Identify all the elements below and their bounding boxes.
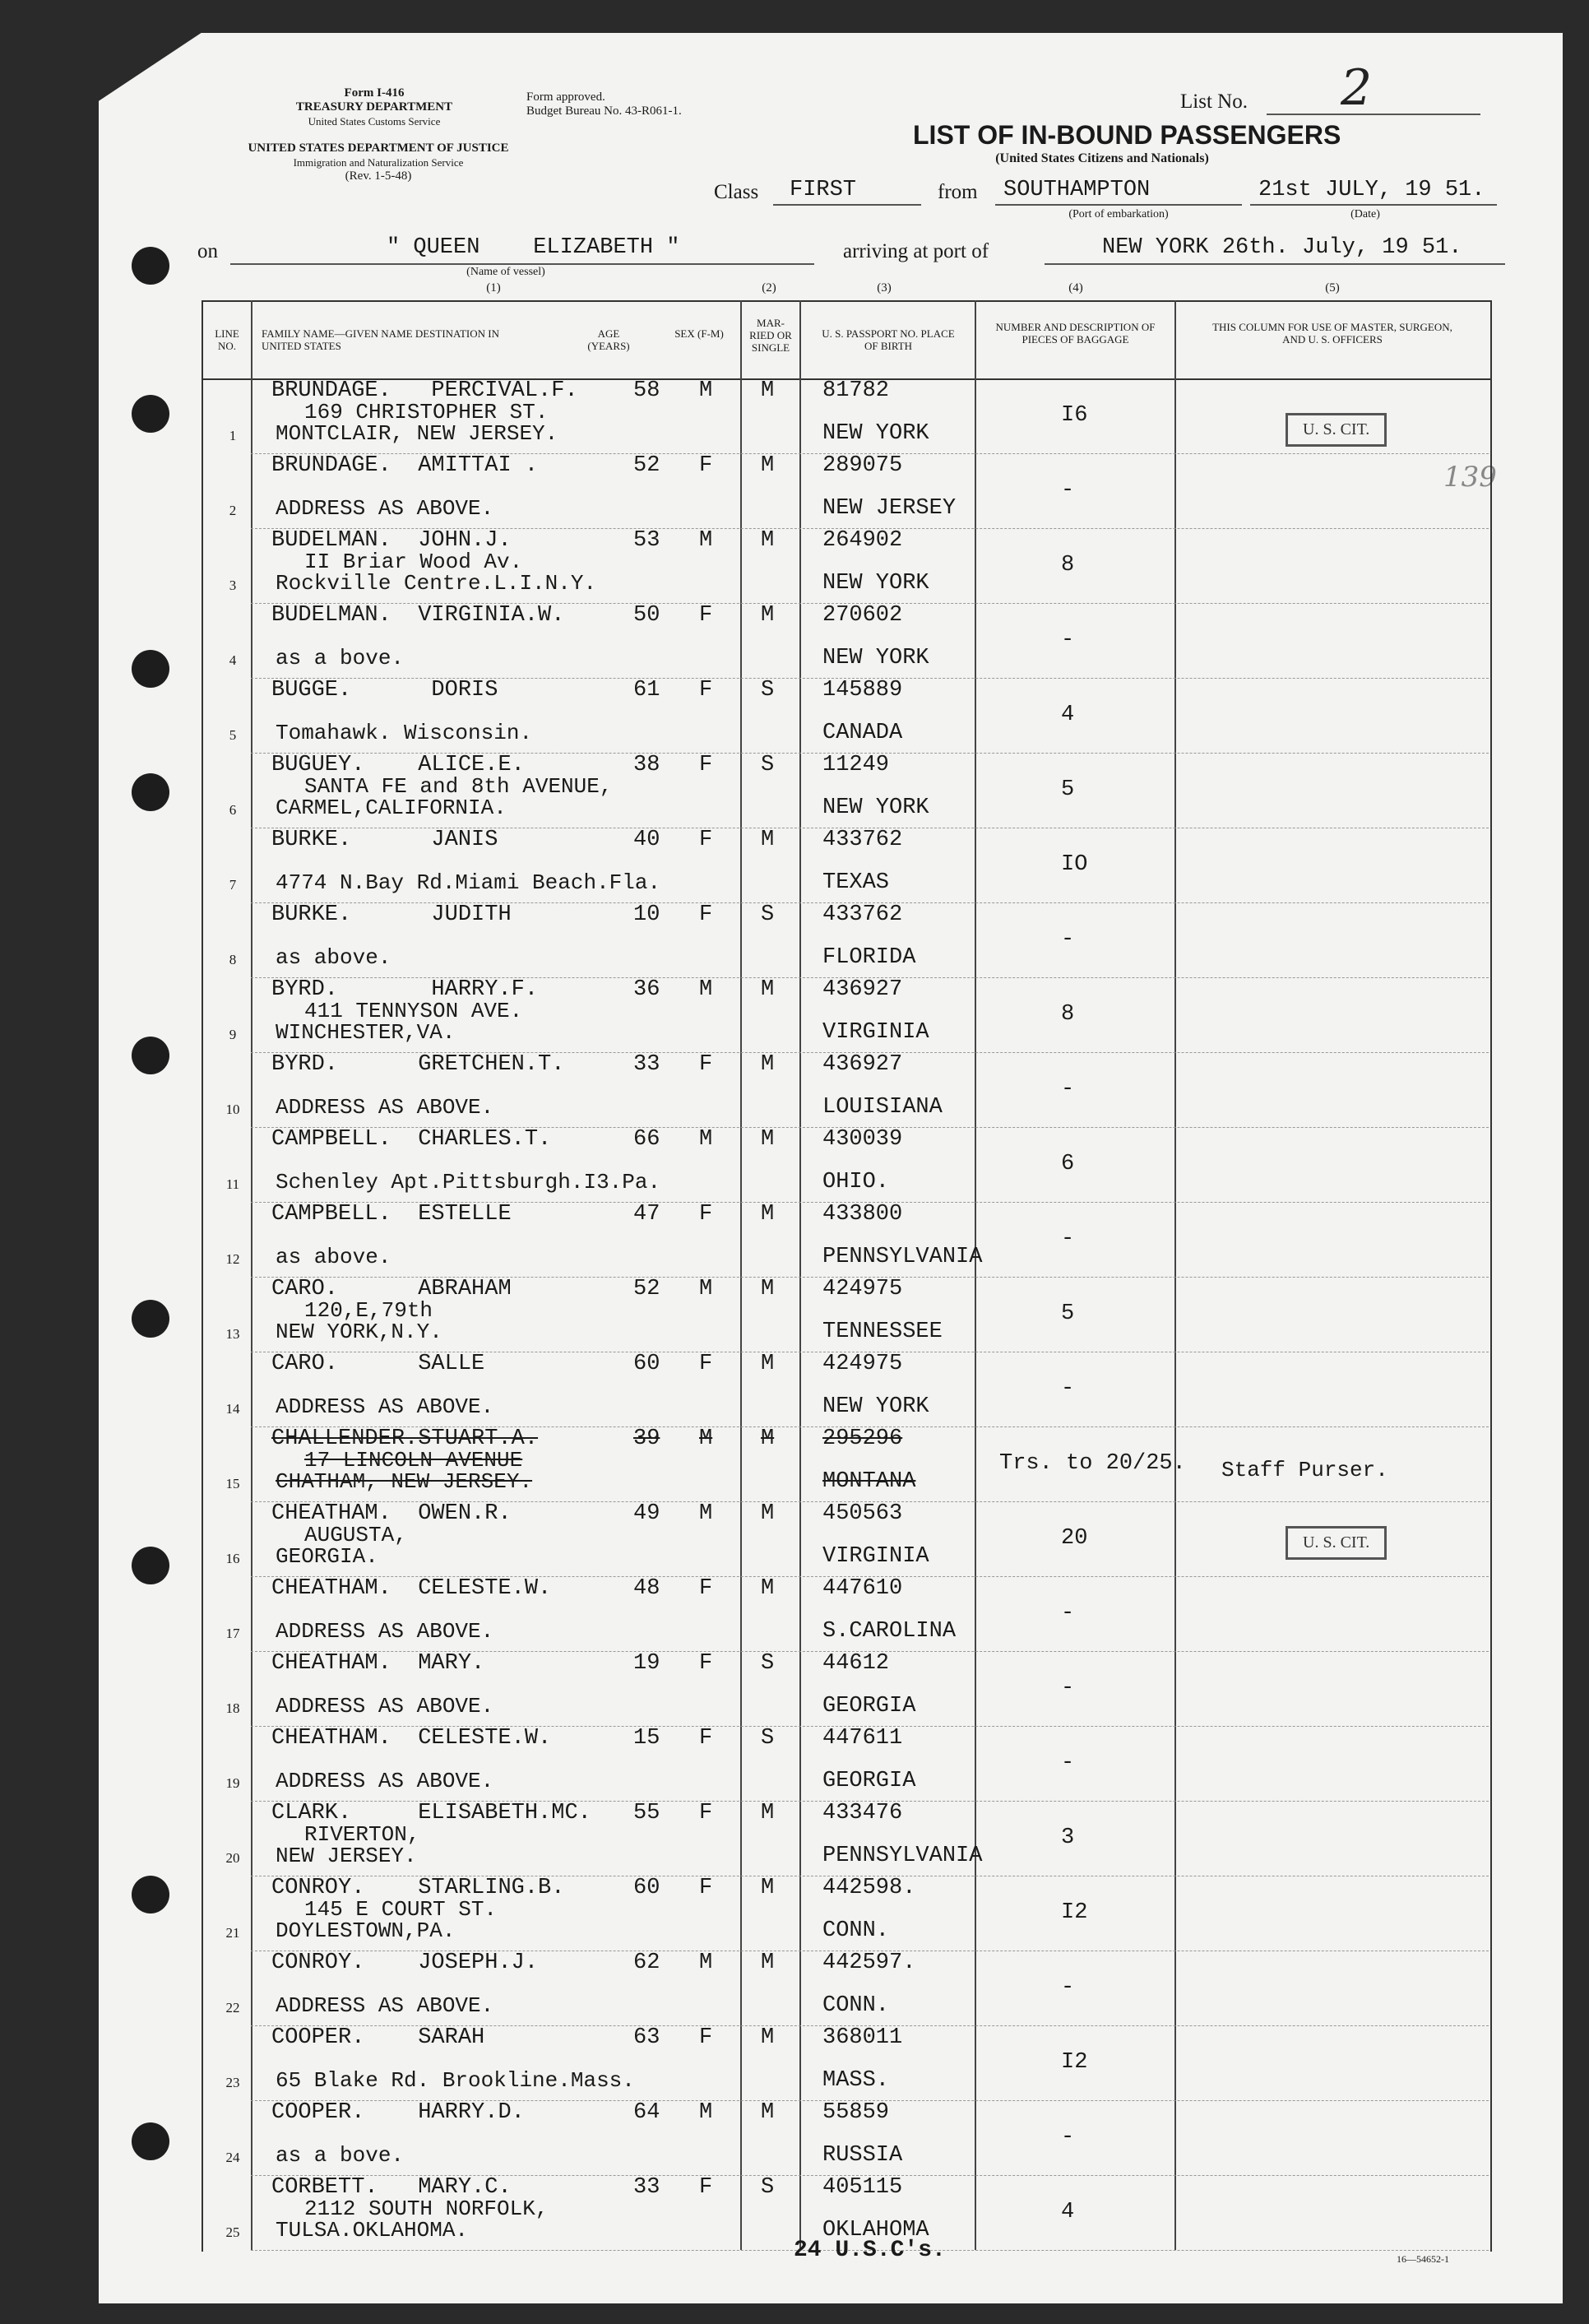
age: 52 [633,453,660,478]
place-of-birth: RUSSIA [822,2143,903,2168]
passenger-name: BRUNDAGE. PERCIVAL.F. [271,378,578,403]
list-no-line [1267,114,1480,115]
from-label: from [938,181,978,203]
marital-status: S [761,1651,775,1676]
baggage-count: I2 [1061,1900,1088,1925]
passenger-name: CHEATHAM. MARY. [271,1651,485,1676]
passenger-name: CHEATHAM. CELESTE.W. [271,1726,552,1751]
margin-note-139: 139 [1443,461,1497,494]
address-line-2: 65 Blake Rd. Brookline.Mass. [276,2068,635,2093]
sex: F [699,1202,713,1227]
sex: M [699,528,713,553]
marital-status: S [761,902,775,927]
place-of-birth: OKLAHOMA [822,2218,929,2243]
line-number: 6 [229,802,237,818]
place-of-birth: OHIO. [822,1170,890,1194]
baggage-count: - [1061,927,1075,952]
marital-status: S [761,1726,775,1751]
address-line-2: as a bove. [276,2143,405,2168]
passport-number: 289075 [822,453,903,478]
address-line-1: SANTA FE and 8th AVENUE, [304,774,613,799]
passenger-name: CHEATHAM. CELESTE.W. [271,1576,552,1601]
sex: F [699,1052,713,1077]
address-line-2: NEW JERSEY. [276,1844,417,1868]
passenger-name: BYRD. GRETCHEN.T. [271,1052,565,1077]
passport-number: 442597. [822,1951,916,1975]
baggage-count: - [1061,1376,1075,1401]
us-citizen-stamp: U. S. CIT. [1286,1526,1387,1560]
line-number: 20 [225,1850,240,1866]
address-line-2: as a bove. [276,646,405,670]
form-approved: Form approved. [526,90,605,104]
marital-status: M [761,1426,775,1451]
address-line-2: as above. [276,945,391,970]
sex: M [699,1127,713,1152]
passport-number: 436927 [822,977,903,1002]
marital-status: M [761,1052,775,1077]
age: 52 [633,1277,660,1301]
address-line-1: 145 E COURT ST. [304,1897,498,1922]
sex: M [699,1277,713,1301]
baggage-count: - [1061,628,1075,652]
passenger-name: BUGUEY. ALICE.E. [271,753,525,777]
sex: F [699,603,713,628]
age: 15 [633,1726,660,1751]
passport-number: 447610 [822,1576,903,1601]
passport-number: 450563 [822,1501,903,1526]
sex: M [699,977,713,1002]
address-line-2: CARMEL,CALIFORNIA. [276,796,507,820]
passport-number: 145889 [822,678,903,703]
marital-status: M [761,1127,775,1152]
col-sep-married [799,300,801,2250]
age: 40 [633,828,660,852]
header-line-no: LINE NO. [215,327,239,352]
line-number: 1 [229,428,237,443]
treasury-dept: TREASURY DEPARTMENT [295,100,453,114]
punch-hole [132,1876,169,1913]
header-married: MAR-RIED OR SINGLE [749,317,792,354]
age: 19 [633,1651,660,1676]
line-number: 7 [229,877,237,893]
passenger-name: BUGGE. DORIS [271,678,498,703]
justice-dept: UNITED STATES DEPARTMENT OF JUSTICE [248,141,509,155]
address-line-1: RIVERTON, [304,1822,420,1847]
passport-number: 430039 [822,1127,903,1152]
address-line-1: II Briar Wood Av. [304,550,523,574]
marital-status: M [761,603,775,628]
col-num-2: (2) [762,281,776,295]
passenger-name: BUDELMAN. VIRGINIA.W. [271,603,565,628]
place-of-birth: GEORGIA [822,1694,916,1719]
sex: M [699,1951,713,1975]
passport-number: 55859 [822,2100,890,2125]
place-of-birth: NEW YORK [822,796,929,820]
passport-number: 447611 [822,1726,903,1751]
place-of-birth: TEXAS [822,870,890,895]
address-line-2: ADDRESS AS ABOVE. [276,496,494,521]
marital-status: M [761,528,775,553]
punch-hole [132,1037,169,1074]
line-number: 11 [225,1176,240,1192]
us-citizen-stamp: U. S. CIT. [1286,413,1387,447]
sex: F [699,1651,713,1676]
line-number: 8 [229,952,237,967]
passport-number: 264902 [822,528,903,553]
marital-status: M [761,1801,775,1825]
line-number: 12 [225,1251,240,1267]
col-num-1: (1) [486,281,501,295]
passenger-name: CAMPBELL. CHARLES.T. [271,1127,552,1152]
col-num-3: (3) [877,281,892,295]
list-no-label: List No. [1180,90,1248,113]
place-of-birth: MASS. [822,2068,890,2093]
class-value: FIRST [790,178,857,202]
address-line-2: Rockville Centre.L.I.N.Y. [276,571,597,596]
age: 58 [633,378,660,403]
marital-status: M [761,1202,775,1227]
address-line-2: DOYLESTOWN,PA. [276,1918,456,1943]
place-of-birth: MONTANA [822,1469,916,1494]
col-num-4: (4) [1068,281,1083,295]
passport-number: 433800 [822,1202,903,1227]
marital-status: M [761,378,775,403]
place-of-birth: NEW YORK [822,1394,929,1419]
passenger-name: BRUNDAGE. AMITTAI . [271,453,539,478]
baggage-count: I2 [1061,2050,1088,2075]
passport-number: 433762 [822,902,903,927]
baggage-count: 4 [1061,2200,1075,2224]
passport-number: 44612 [822,1651,890,1676]
age: 53 [633,528,660,553]
line-number: 14 [225,1401,240,1417]
arrival-line [1045,263,1505,265]
place-of-birth: NEW JERSEY [822,496,957,521]
line-number: 15 [225,1476,240,1491]
place-of-birth: LOUISIANA [822,1095,943,1120]
marital-status: M [761,1576,775,1601]
sex: M [699,2100,713,2125]
baggage-count: 20 [1061,1526,1088,1551]
place-of-birth: PENNSYLVANIA [822,1844,983,1868]
col-num-5: (5) [1325,281,1340,295]
place-of-birth: PENNSYLVANIA [822,1245,983,1269]
passenger-name: BUDELMAN. JOHN.J. [271,528,512,553]
class-line [773,204,921,206]
header-officers: THIS COLUMN FOR USE OF MASTER, SURGEON, AND U. S. OFFICERS [1212,321,1452,346]
age: 36 [633,977,660,1002]
age: 61 [633,678,660,703]
punch-hole [132,773,169,811]
passenger-name: CHALLENDER.STUART.A. [271,1426,539,1451]
sex: F [699,753,713,777]
place-of-birth: VIRGINIA [822,1544,929,1569]
form-code: 16—54652-1 [1397,2253,1449,2265]
baggage-count: IO [1061,852,1088,877]
baggage-count: - [1061,1676,1075,1700]
address-line-2: ADDRESS AS ABOVE. [276,1769,494,1793]
place-of-birth: NEW YORK [822,421,929,446]
passport-number: 433762 [822,828,903,852]
date-caption: (Date) [1350,208,1380,220]
passenger-name: BYRD. HARRY.F. [271,977,539,1002]
punch-hole [132,1300,169,1338]
line-number: 23 [225,2075,240,2090]
baggage-count: 5 [1061,777,1075,802]
passport-number: 405115 [822,2175,903,2200]
passport-number: 368011 [822,2025,903,2050]
address-line-2: NEW YORK,N.Y. [276,1320,442,1344]
place-of-birth: CONN. [822,1993,890,2018]
line-number: 2 [229,503,237,518]
passenger-name: BURKE. JANIS [271,828,498,852]
baggage-count: 8 [1061,1002,1075,1027]
total-citizens: 24 U.S.C's. [794,2238,946,2263]
date-value: 21st JULY, 19 51. [1258,178,1485,202]
passenger-name: CAMPBELL. ESTELLE [271,1202,512,1227]
line-number: 18 [225,1700,240,1716]
baggage-count: 3 [1061,1825,1075,1850]
sex: F [699,2025,713,2050]
passenger-name: CLARK. ELISABETH.MC. [271,1801,591,1825]
line-number: 25 [225,2224,240,2240]
sex: F [699,828,713,852]
line-number: 3 [229,578,237,593]
port-caption: (Port of embarkation) [1068,208,1169,220]
age: 48 [633,1576,660,1601]
vessel-value: " QUEEN ELIZABETH " [387,235,680,260]
line-number: 22 [225,2000,240,2016]
passport-number: 81782 [822,378,890,403]
address-line-2: CHATHAM, NEW JERSEY. [276,1469,533,1494]
address-line-2: ADDRESS AS ABOVE. [276,1394,494,1419]
sex: F [699,678,713,703]
marital-status: M [761,1501,775,1526]
form-number: Form I-416 [344,86,405,100]
line-number: 9 [229,1027,237,1042]
revision: (Rev. 1-5-48) [345,169,412,183]
baggage-count: 4 [1061,703,1075,727]
header-name: FAMILY NAME—GIVEN NAME DESTINATION IN UNITED STATES [262,327,500,352]
passenger-name: COOPER. HARRY.D. [271,2100,525,2125]
address-line-1: 2112 SOUTH NORFOLK, [304,2196,549,2221]
marital-status: M [761,1352,775,1376]
class-label: Class [714,181,759,203]
header-sex: SEX (F-M) [674,327,724,340]
sex: F [699,1352,713,1376]
baggage-count: - [1061,478,1075,503]
line-number: 13 [225,1326,240,1342]
age: 49 [633,1501,660,1526]
sex: F [699,902,713,927]
line-number: 21 [225,1925,240,1941]
sex: F [699,2175,713,2200]
marital-status: M [761,453,775,478]
header-baggage: NUMBER AND DESCRIPTION OF PIECES OF BAGGAGE [995,321,1156,346]
age: 55 [633,1801,660,1825]
address-line-2: Tomahawk. Wisconsin. [276,721,533,745]
address-line-1: 169 CHRISTOPHER ST. [304,400,549,424]
passenger-name: CARO. SALLE [271,1352,485,1376]
punch-hole [132,247,169,285]
passport-number: 11249 [822,753,890,777]
line-number: 4 [229,652,237,668]
address-line-2: GEORGIA. [276,1544,378,1569]
passport-number: 442598. [822,1876,916,1900]
marital-status: M [761,977,775,1002]
age: 47 [633,1202,660,1227]
col-sep-name [740,300,742,2250]
marital-status: M [761,1951,775,1975]
manifest-subtitle: (United States Citizens and Nationals) [995,151,1209,165]
passenger-name: COOPER. SARAH [271,2025,485,2050]
passenger-name: CHEATHAM. OWEN.R. [271,1501,512,1526]
address-line-2: ADDRESS AS ABOVE. [276,1095,494,1120]
place-of-birth: S.CAROLINA [822,1619,957,1644]
sex: M [699,1426,713,1451]
address-line-2: WINCHESTER,VA. [276,1020,456,1045]
date-line [1250,204,1497,206]
arriving-label: arriving at port of [843,240,989,262]
marital-status: S [761,2175,775,2200]
passport-number: 424975 [822,1277,903,1301]
sex: M [699,1501,713,1526]
place-of-birth: NEW YORK [822,646,929,670]
place-of-birth: TENNESSEE [822,1320,943,1344]
punch-hole [132,1547,169,1584]
from-value: SOUTHAMPTON [1003,178,1151,202]
line-number: 5 [229,727,237,743]
punch-hole [132,2122,169,2160]
line-number: 16 [225,1551,240,1566]
age: 10 [633,902,660,927]
passenger-name: BURKE. JUDITH [271,902,512,927]
passenger-name: CONROY. JOSEPH.J. [271,1951,539,1975]
header-passport: U. S. PASSPORT NO. PLACE OF BIRTH [822,327,955,352]
place-of-birth: CANADA [822,721,903,745]
col-sep-passport [975,300,976,2250]
address-line-2: ADDRESS AS ABOVE. [276,1993,494,2018]
age: 60 [633,1876,660,1900]
passport-number: 295296 [822,1426,903,1451]
sex: F [699,1876,713,1900]
on-label: on [197,240,218,262]
address-line-2: as above. [276,1245,391,1269]
baggage-count: - [1061,1077,1075,1102]
baggage-count: Trs. to 20/25. [999,1451,1186,1476]
address-line-2: MONTCLAIR, NEW JERSEY. [276,421,558,446]
staff-purser-note: Staff Purser. [1221,1458,1388,1482]
line-number: 10 [225,1102,240,1117]
place-of-birth: FLORIDA [822,945,916,970]
passenger-name: CARO. ABRAHAM [271,1277,512,1301]
place-of-birth: GEORGIA [822,1769,916,1793]
marital-status: M [761,2100,775,2125]
sex: M [699,378,713,403]
marital-status: M [761,2025,775,2050]
address-line-1: 17 LINCOLN AVENUE [304,1448,523,1473]
marital-status: S [761,678,775,703]
sex: F [699,1801,713,1825]
from-line [995,204,1242,206]
marital-status: M [761,828,775,852]
address-line-1: AUGUSTA, [304,1523,407,1547]
marital-status: S [761,753,775,777]
baggage-count: - [1061,1751,1075,1775]
budget-bureau: Budget Bureau No. 43-R061-1. [526,104,682,118]
address-line-1: 120,E,79th [304,1298,433,1323]
baggage-count: 5 [1061,1301,1075,1326]
address-line-2: TULSA.OKLAHOMA. [276,2218,469,2243]
line-number: 17 [225,1626,240,1641]
age: 50 [633,603,660,628]
line-number: 19 [225,1775,240,1791]
header-age: AGE (YEARS) [587,327,630,352]
age: 33 [633,1052,660,1077]
place-of-birth: VIRGINIA [822,1020,929,1045]
place-of-birth: NEW YORK [822,571,929,596]
marital-status: M [761,1277,775,1301]
address-line-2: ADDRESS AS ABOVE. [276,1694,494,1719]
manifest-title: LIST OF IN-BOUND PASSENGERS [913,120,1341,150]
passenger-name: CORBETT. MARY.C. [271,2175,512,2200]
baggage-count: - [1061,1601,1075,1626]
age: 63 [633,2025,660,2050]
address-line-2: 4774 N.Bay Rd.Miami Beach.Fla. [276,870,661,895]
age: 38 [633,753,660,777]
place-of-birth: CONN. [822,1918,890,1943]
line-number: 24 [225,2150,240,2165]
marital-status: M [761,1876,775,1900]
address-line-1: 411 TENNYSON AVE. [304,999,523,1023]
baggage-count: - [1061,1975,1075,2000]
list-no-value: 2 [1341,59,1373,117]
col-sep-baggage [1174,300,1176,2250]
col-sep-line [251,300,252,2250]
passenger-name: CONROY. STARLING.B. [271,1876,565,1900]
age: 33 [633,2175,660,2200]
passport-number: 433476 [822,1801,903,1825]
address-line-2: Schenley Apt.Pittsburgh.I3.Pa. [276,1170,661,1194]
baggage-count: 8 [1061,553,1075,578]
address-line-2: ADDRESS AS ABOVE. [276,1619,494,1644]
punch-hole [132,395,169,433]
sex: F [699,1576,713,1601]
age: 64 [633,2100,660,2125]
passport-number: 270602 [822,603,903,628]
age: 62 [633,1951,660,1975]
sex: F [699,1726,713,1751]
passport-number: 424975 [822,1352,903,1376]
immigration-service: Immigration and Naturalization Service [293,156,464,169]
customs-service: United States Customs Service [308,115,441,128]
arrival-value: NEW YORK 26th. July, 19 51. [1102,235,1462,260]
sex: F [699,453,713,478]
age: 66 [633,1127,660,1152]
baggage-count: - [1061,2125,1075,2150]
punch-hole [132,650,169,688]
age: 39 [633,1426,660,1451]
baggage-count: I6 [1061,403,1088,428]
passport-number: 436927 [822,1052,903,1077]
age: 60 [633,1352,660,1376]
baggage-count: - [1061,1227,1075,1251]
baggage-count: 6 [1061,1152,1075,1176]
vessel-caption: (Name of vessel) [466,266,545,278]
